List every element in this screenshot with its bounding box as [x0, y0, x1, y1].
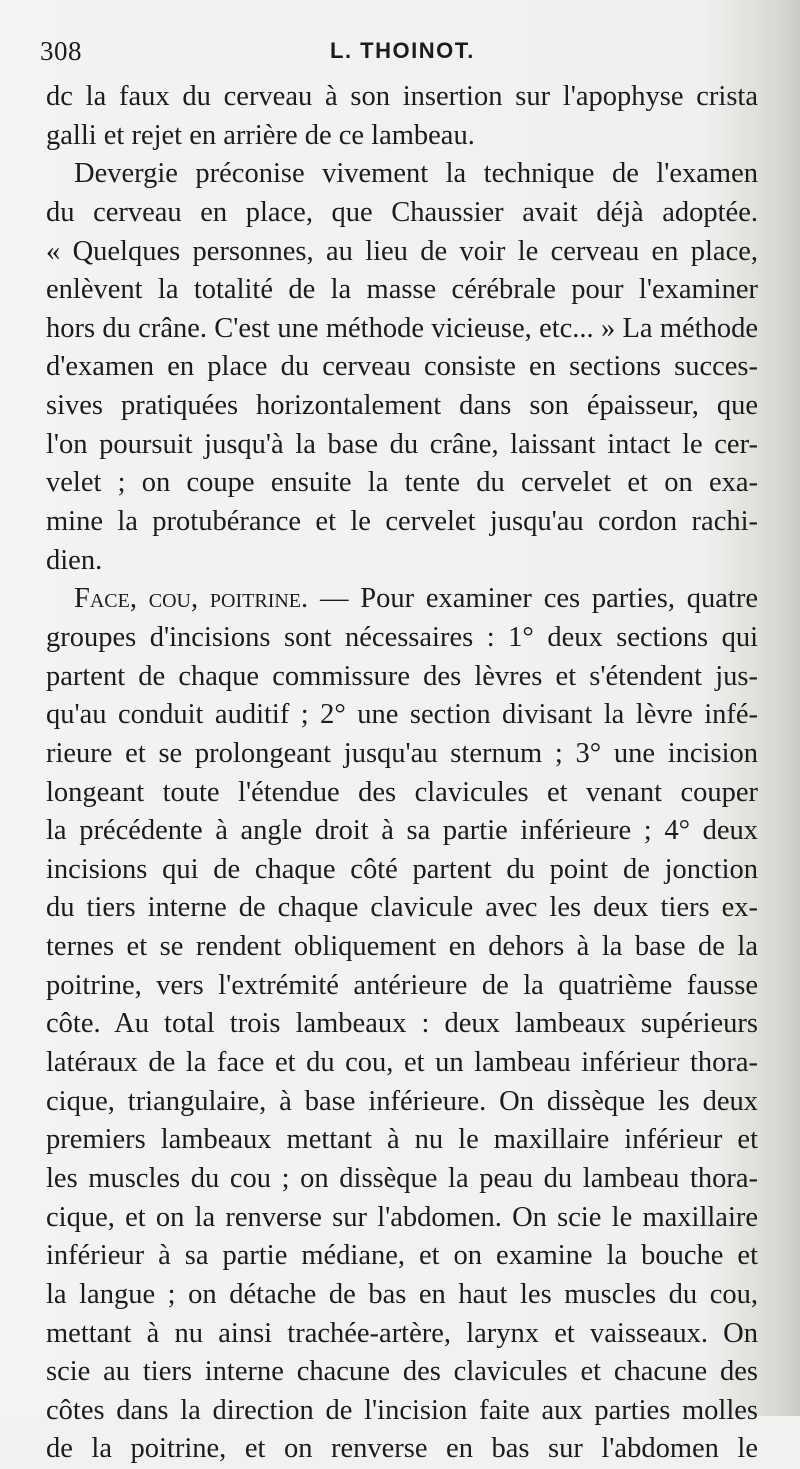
page-header [40, 34, 760, 70]
text-line: du cerveau en place, que Chaussier avait déjà adoptée. [46, 196, 758, 228]
text-line: longeant toute l'étendue des clavicules et venant couper [46, 776, 758, 808]
text-line: dien. [46, 544, 103, 576]
text-line: côtes dans la direction de l'incision faite aux parties molles [46, 1394, 758, 1426]
text-line: cique, triangulaire, à base inférieure. On dissèque les deux [46, 1085, 758, 1117]
text-line: Devergie préconise vivement la technique de l'examen [74, 158, 758, 190]
text-line: rieure et se prolongeant jusqu'au sternum ; 3° une incision [46, 737, 758, 769]
text-line: qu'au conduit auditif ; 2° une section divisant la lèvre infé- [46, 699, 758, 731]
section-heading: Face, cou, poitrine. [74, 583, 309, 615]
text-line: la langue ; on détache de bas en haut les muscles du cou, [46, 1278, 758, 1310]
text-line: premiers lambeaux mettant à nu le maxillaire inférieur et [46, 1124, 758, 1156]
text-line: les muscles du cou ; on dissèque la peau du lambeau thora- [46, 1162, 758, 1194]
text-line: velet ; on coupe ensuite la tente du cervelet et on exa- [46, 467, 758, 499]
text-line: d'examen en place du cerveau consiste en sections succes- [46, 351, 758, 383]
text-line: latéraux de la face et du cou, et un lambeau inférieur thora- [46, 1047, 758, 1079]
text-line: partent de chaque commissure des lèvres et s'étendent jus- [46, 660, 758, 692]
text-line: dc la faux du cerveau à son insertion sur l'apophyse crista [46, 81, 758, 112]
text-line: mettant à nu ainsi trachée-artère, larynx et vaisseaux. On [46, 1317, 758, 1349]
text-line: mine la protubérance et le cervelet jusqu'au cordon rachi- [46, 506, 758, 538]
text-line: groupes d'incisions sont nécessaires : 1° deux sections qui [46, 621, 758, 653]
page-number: 308 [40, 36, 82, 66]
text-line: la précédente à angle droit à sa partie inférieure ; 4° deux [46, 815, 758, 847]
text-line: côte. Au total trois lambeaux : deux lambeaux supérieurs [46, 1008, 758, 1040]
text-line: enlèvent la totalité de la masse cérébrale pour l'examiner [46, 274, 758, 306]
text-line: hors du crâne. C'est une méthode vicieuse, etc... » La méthode [46, 312, 758, 344]
text-line: inférieur à sa partie médiane, et on examine la bouche et [46, 1240, 758, 1272]
text-line: poitrine, vers l'extrémité antérieure de la quatrième fausse [46, 969, 758, 1001]
text-line: de la poitrine, et on renverse en bas sur l'abdomen le [46, 1433, 758, 1465]
text-line: l'on poursuit jusqu'à la base du crâne, laissant intact le cer- [46, 428, 758, 460]
text-line: du tiers interne de chaque clavicule avec les deux tiers ex- [46, 892, 758, 924]
text-line: incisions qui de chaque côté partent du point de jonction [46, 853, 758, 885]
text-line: « Quelques personnes, au lieu de voir le cerveau en place, [46, 235, 758, 267]
text-line: galli et rejet en arrière de ce lambeau. [46, 119, 475, 151]
text-line: cique, et on la renverse sur l'abdomen. On scie le maxillaire [46, 1201, 758, 1233]
text-line: ternes et se rendent obliquement en dehors à la base de la [46, 931, 758, 963]
text-line: scie au tiers interne chacune des clavicules et chacune des [46, 1356, 758, 1388]
text-line-with-heading [46, 580, 758, 619]
text-line: sives pratiquées horizontalement dans son épaisseur, que [46, 390, 758, 422]
body-text [46, 78, 758, 1469]
text-fragment: — Pour examiner ces parties, quatre [308, 583, 758, 615]
running-head: L. THOINOT. [330, 38, 475, 63]
